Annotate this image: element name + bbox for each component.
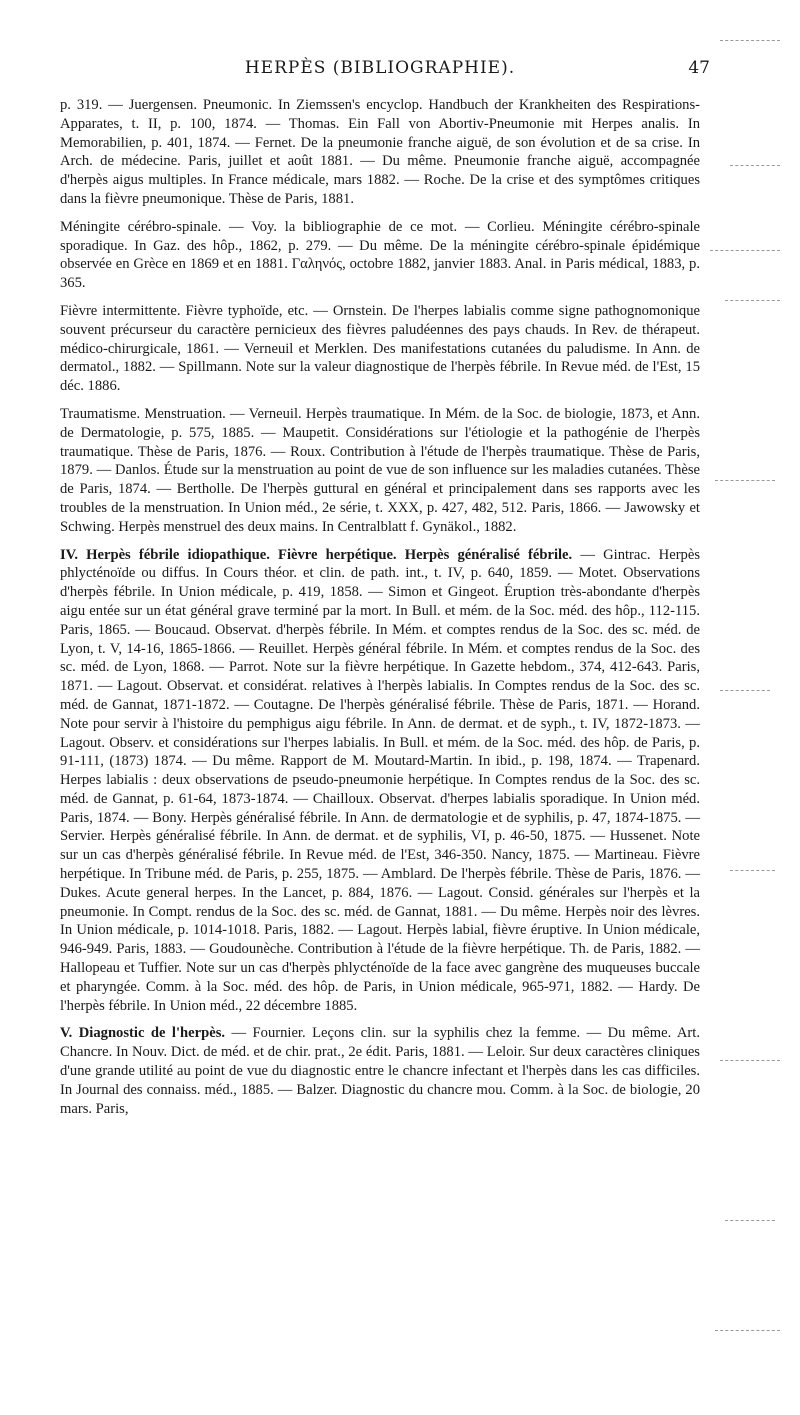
scan-artifact [730, 870, 775, 871]
section-v [60, 1024, 700, 1118]
paragraph-text: Méningite cérébro-spinale. — Voy. la bibliographie de ce mot. — Corlieu. Méningite cérébro-spinale sporadique. In Gaz. des hôp., 1862, p. 279. — Du même. De la méningite cérébro-spinale épidémique observée en Grèce en 1869 et en 1881. Γαληνός, octobre 1882, janvier 1883. Anal. in Paris médical, 1883, p. 365. [60, 218, 700, 292]
page-title: HERPÈS (BIBLIOGRAPHIE). [244, 58, 516, 78]
page-number: 47 [688, 58, 710, 78]
paragraph-text: p. 319. — Juergensen. Pneumonic. In Ziemssen's encyclop. Handbuch der Krankheiten des Respirations-Apparates, t. II, p. 100, 1874. — Thomas. Ein Fall von Abortiv-Pneumonie mit Herpes analis. In Memorabilien, p. 401, 1874. — Fernet. De la pneumonie franche aiguë, de son évolution et de sa crise. In Arch. de médecine. Paris, juillet et août 1881. — Du même. Pneumonie franche aiguë, accompagnée d'herpès aigus multiples. In France médicale, mars 1882. — Roche. De la crise et des symptômes critiques dans la fièvre pneumonique. Thèse de Paris, 1881. [60, 97, 700, 207]
scan-artifact [715, 480, 775, 481]
scan-artifact [720, 40, 780, 41]
scan-artifact [725, 300, 780, 301]
paragraph-text: Traumatisme. Menstruation. — Verneuil. Herpès traumatique. In Mém. de la Soc. de biologie, 1873, et Ann. de Dermatologie, p. 575, 1885. — Maupetit. Considérations sur l'étiologie et la pathogénie de l'herpès traumatique. Thèse de Paris, 1876. — Roux. Contribution à l'étude de l'herpès traumatique. Thèse de Paris, 1879. — Danlos. Étude sur la menstruation au point de vue de son influence sur les maladies cutanées. Thèse de Paris, 1874. — Bertholle. De l'herpès guttural en général et principalement dans ses rapports avec les troubles de la menstruation. In Union méd., 2e série, t. XXX, p. 427, 482, 512. Paris, 1866. — Jawowsky et Schwing. Herpès menstruel des deux mains. In Centralblatt f. Gynäkol., 1882. [60, 405, 700, 535]
scan-artifact [720, 1060, 780, 1061]
scan-artifact [710, 250, 780, 251]
scan-artifact [715, 1330, 780, 1331]
paragraph-traumatisme [60, 405, 700, 537]
scan-artifact [730, 165, 780, 166]
scan-artifact [720, 690, 770, 691]
running-header [60, 58, 710, 88]
paragraph-pneumonie [60, 96, 700, 209]
section-heading: IV. Herpès fébrile idiopathique. Fièvre herpétique. Herpès généralisé fébrile. [60, 546, 573, 563]
paragraph-text: Fièvre intermittente. Fièvre typhoïde, etc. — Ornstein. De l'herpes labialis comme signe pathognomonique souvent précurseur du caractère pernicieux des fièvres paludéennes des pays chauds. In Rev. de thérapeut. médico-chirurgicale, 1861. — Verneuil et Merklen. Des manifestations cutanées du paludisme. In Ann. de dermatol., 1882. — Spillmann. Note sur la valeur diagnostique de l'herpès fébrile. In Revue méd. de l'Est, 15 déc. 1886. [60, 302, 700, 395]
section-heading: V. Diagnostic de l'herpès. [60, 1025, 226, 1042]
scan-margin-artifacts [700, 0, 800, 1415]
paragraph-text: — Fournier. Leçons clin. sur la syphilis chez la femme. — Du même. Art. Chancre. In Nouv. Dict. de méd. et de chir. prat., 2e édit. Paris, 1881. — Leloir. Sur deux caractères cliniques d'une grande utilité au point de vue du diagnostic entre le chancre infectant et l'herpès dans les cas difficiles. In Journal des connaiss. méd., 1885. — Balzer. Diagnostic du chancre mou. Comm. à la Soc. de biologie, 20 mars. Paris, [60, 1025, 700, 1117]
paragraph-text: — Gintrac. Herpès phlycténoïde ou diffus. In Cours théor. et clin. de path. int., t. IV, p. 640, 1859. — Motet. Observations d'herpès fébrile. In Union médicale, p. 419, 1858. — Simon et Gingeot. Éruption très-abondante d'herpès aigu entée sur un état général grave terminé par la mort. In Bull. et mém. de la Soc. méd. des hôp., 112-115. Paris, 1865. — Boucaud. Observat. d'herpès fébrile. In Mém. et comptes rendus de la Soc. des sc. méd. de Lyon, t. V, 14-16, 1865-1866. — Reuillet. Herpès général fébrile. In Mém. et comptes rendus de la Soc. des sc. méd. de Lyon, 1868. — Parrot. Note sur la fièvre herpétique. In Gazette hebdom., 374, 412-643. Paris, 1871. — Lagout. Observat. et considérat. relatives à l'herpès labialis. In Comptes rendus de la Soc. des sc. méd. de Gannat, 1871-1872. — Coutagne. De l'herpès généralisé fébrile. Thèse de Paris, 1871. — Horand. Note pour servir à l'histoire du pemphigus aigu fébrile. In Ann. de dermat. et de syph., t. IV, 1872-1873. — Lagout. Observ. et considérations sur l'herpes labialis. In Bull. et mém. de la Soc. méd. des hôp. de Paris, p. 91-111, (1873) 1874. — Du même. Rapport de M. Moutard-Martin. In ibid., p. 198, 1874. — Trapenard. Herpes labialis : deux observations de pseudo-pneumonie herpétique. In Comptes rendus de la Soc. des sc. méd. de Gannat, p. 61-64, 1873-1874. — Chailloux. Observat. d'herpes labialis sporadique. In Union méd. Paris, 1874. — Bony. Herpès généralisé fébrile. In Ann. de dermatologie et de syphilis, p. 47, 1874-1875. — Servier. Herpès généralisé fébrile. In Ann. de dermat. et de syphilis, VI, p. 46-50, 1875. — Hussenet. Note sur un cas d'herpès généralisé fébrile. In Revue méd. de l'Est, 346-350. Nancy, 1875. — Martineau. Fièvre herpétique. In Tribune méd. de Paris, p. 255, 1875. — Amblard. De l'herpès fébrile. Thèse de Paris, 1876. — Dukes. Acute general herpes. In the Lancet, p. 884, 1876. — Lagout. Consid. générales sur l'herpès et la pneumonie. In Compt. rendus de la Soc. des sc. méd. de Gannat, 1881. — Du même. Herpès noir des lèvres. In Union médicale, p. 1014-1018. Paris, 1882. — Lagout. Herpès labial, fièvre éruptive. In Union médicale, 946-949. Paris, 1883. — Goudounèche. Contribution à l'étude de la fièvre herpétique. Th. de Paris, 1882. — Hallopeau et Tuffier. Note sur un cas d'herpès phlycténoïde de la face avec gangrène des muqueuses buccale et pharyngée. Comm. à la Soc. méd. des hôp. de Paris, in Union médicale, 965-971, 1882. — Hardy. De l'herpès fébrile. In Union méd., 22 décembre 1885. [60, 546, 701, 1014]
paragraph-meningite [60, 218, 700, 293]
scan-artifact [725, 1220, 775, 1221]
paragraph-fievre-intermittente [60, 302, 700, 396]
section-iv [60, 546, 700, 1016]
bibliography-body [60, 96, 700, 1127]
